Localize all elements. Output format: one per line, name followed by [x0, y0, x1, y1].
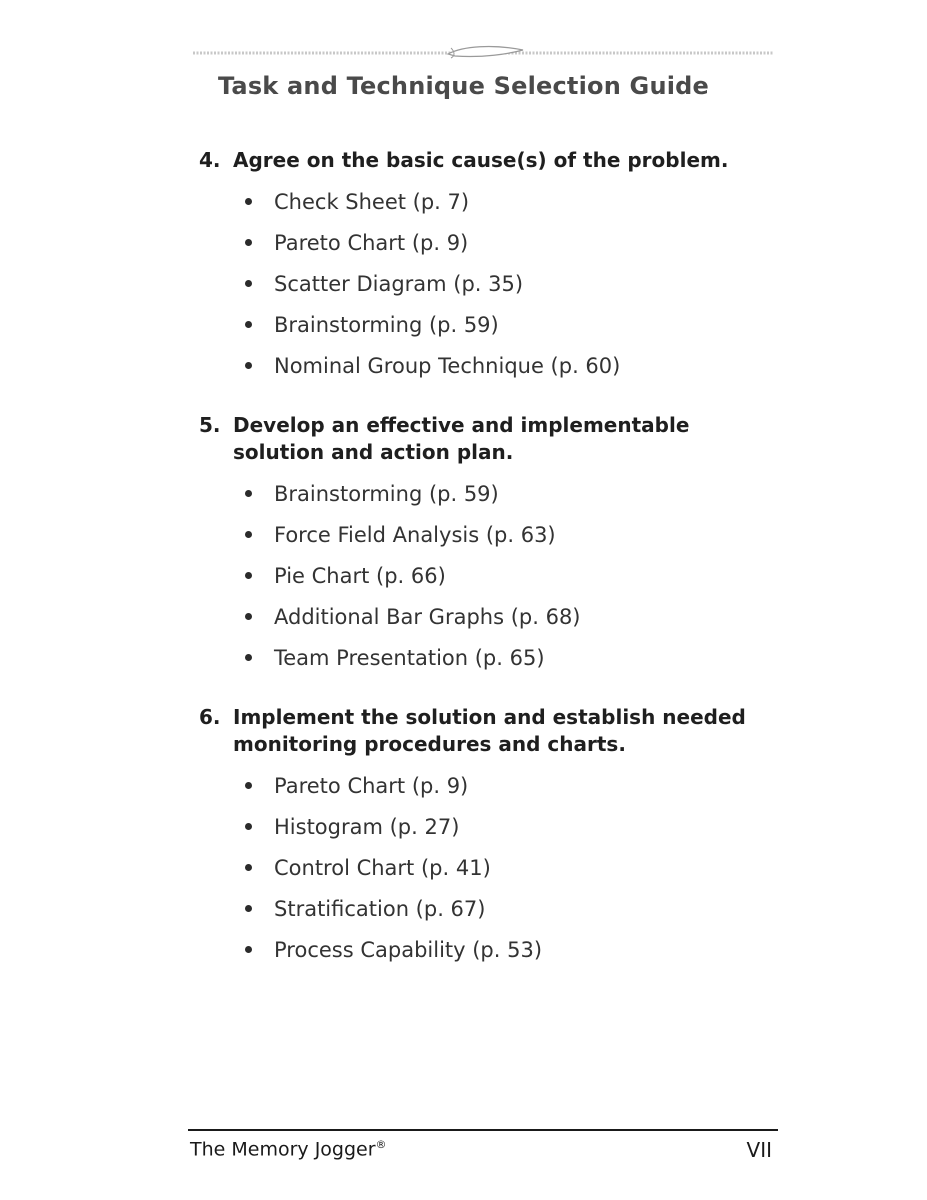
section-step-6	[199, 704, 799, 970]
list-item	[199, 555, 799, 596]
step-heading	[199, 147, 799, 174]
list-item	[199, 263, 799, 304]
bullet-icon	[245, 864, 252, 871]
list-item	[199, 181, 799, 222]
technique-label: Stratification (p. 67)	[274, 896, 486, 921]
step-heading	[199, 412, 799, 466]
bullet-icon	[245, 239, 252, 246]
bullet-icon	[245, 654, 252, 661]
technique-label: Control Chart (p. 41)	[274, 855, 491, 880]
list-item	[199, 222, 799, 263]
list-item	[199, 806, 799, 847]
registered-mark: ®	[375, 1138, 387, 1151]
technique-list	[199, 181, 799, 386]
list-item	[199, 596, 799, 637]
list-item	[199, 847, 799, 888]
list-item	[199, 765, 799, 806]
step-title: Implement the solution and establish needed monitoring procedures and charts.	[233, 705, 746, 756]
step-number: 4.	[199, 148, 221, 172]
bullet-icon	[245, 946, 252, 953]
technique-label: Brainstorming (p. 59)	[274, 481, 499, 506]
technique-label: Brainstorming (p. 59)	[274, 312, 499, 337]
bullet-icon	[245, 572, 252, 579]
bullet-icon	[245, 362, 252, 369]
page-title: Task and Technique Selection Guide	[217, 72, 710, 100]
step-number: 6.	[199, 705, 221, 729]
book-title: The Memory Jogger	[190, 1138, 376, 1161]
step-number: 5.	[199, 413, 221, 437]
technique-label: Force Field Analysis (p. 63)	[274, 522, 556, 547]
technique-label: Process Capability (p. 53)	[274, 937, 543, 962]
step-title: Develop an effective and implementable solution and action plan.	[233, 413, 690, 464]
technique-label: Histogram (p. 27)	[274, 814, 460, 839]
technique-label: Additional Bar Graphs (p. 68)	[274, 604, 581, 629]
bullet-icon	[245, 782, 252, 789]
technique-label: Scatter Diagram (p. 35)	[274, 271, 524, 296]
list-item	[199, 514, 799, 555]
section-step-5	[199, 412, 799, 678]
list-item	[199, 345, 799, 386]
technique-label: Pie Chart (p. 66)	[274, 563, 446, 588]
technique-label: Pareto Chart (p. 9)	[274, 773, 469, 798]
footer-book-title	[190, 1138, 387, 1160]
header-ornament	[193, 42, 773, 64]
list-item	[199, 888, 799, 929]
bullet-icon	[245, 198, 252, 205]
technique-label: Nominal Group Technique (p. 60)	[274, 353, 621, 378]
bullet-icon	[245, 905, 252, 912]
section-step-4	[199, 147, 799, 386]
technique-list	[199, 765, 799, 970]
step-heading	[199, 704, 799, 758]
technique-label: Pareto Chart (p. 9)	[274, 230, 469, 255]
list-item	[199, 929, 799, 970]
step-title: Agree on the basic cause(s) of the problem.	[233, 148, 729, 172]
page-number: VII	[746, 1138, 772, 1162]
guide-sections	[199, 147, 799, 996]
technique-label: Team Presentation (p. 65)	[274, 645, 545, 670]
list-item	[199, 304, 799, 345]
bullet-icon	[245, 613, 252, 620]
list-item	[199, 637, 799, 678]
footer-divider	[188, 1129, 778, 1131]
technique-label: Check Sheet (p. 7)	[274, 189, 470, 214]
bullet-icon	[245, 280, 252, 287]
bullet-icon	[245, 321, 252, 328]
bullet-icon	[245, 490, 252, 497]
list-item	[199, 473, 799, 514]
bullet-icon	[245, 823, 252, 830]
technique-list	[199, 473, 799, 678]
bullet-icon	[245, 531, 252, 538]
